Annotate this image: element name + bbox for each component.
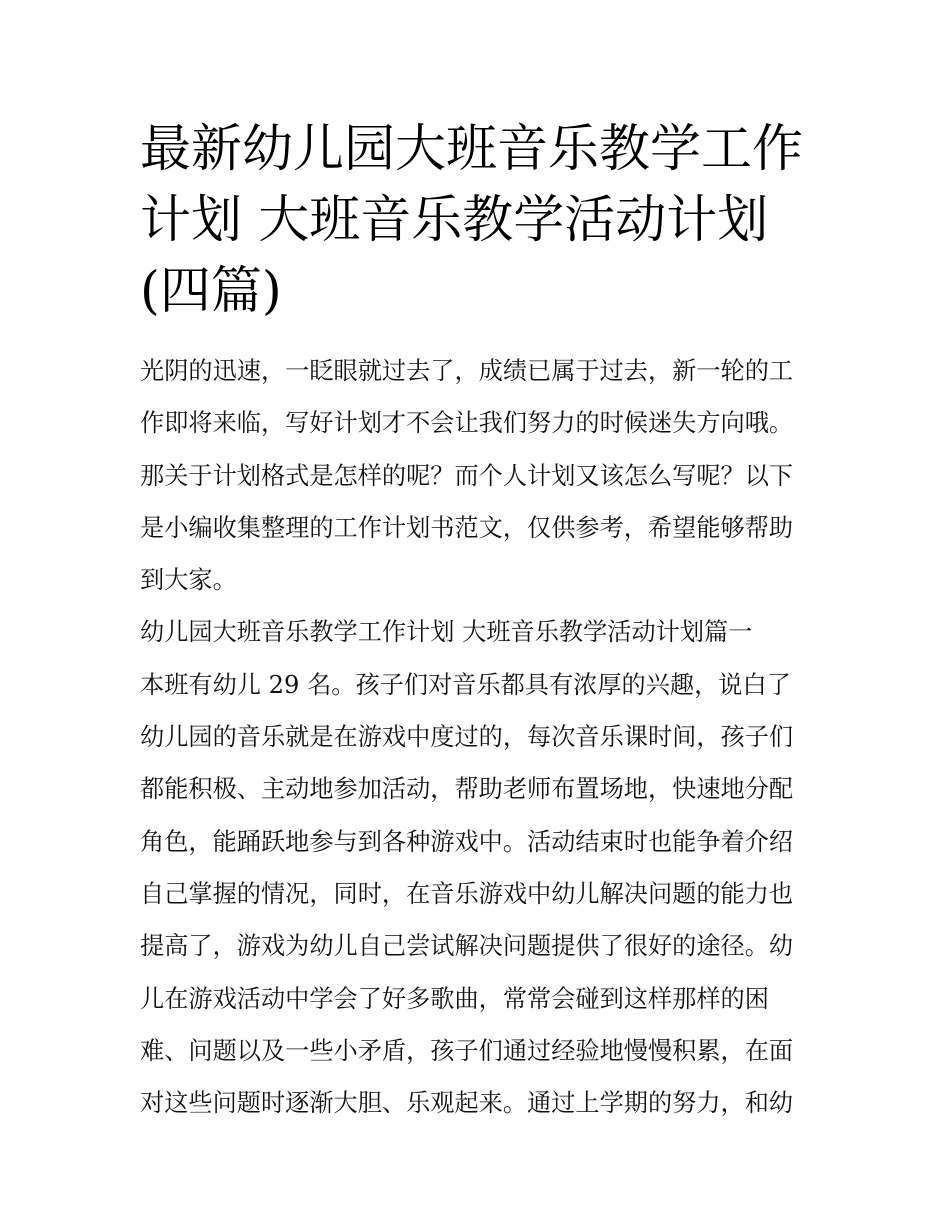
document-content: [140, 114, 816, 1129]
paragraph-line: 难、问题以及一些小矛盾，孩子们通过经验地慢慢积累，在面: [140, 1036, 794, 1065]
title-line-1: 最新幼儿园大班音乐教学工作: [140, 120, 804, 179]
intro-line: 那关于计划格式是怎样的呢？而个人计划又该怎么写呢？以下: [140, 461, 794, 490]
title-line-3: (四篇): [140, 262, 282, 321]
paragraph-line: 本班有幼儿 29 名。孩子们对音乐都具有浓厚的兴趣，说白了: [140, 670, 791, 699]
paragraph-line: 对这些问题时逐渐大胆、乐观起来。通过上学期的努力，和幼: [140, 1089, 794, 1118]
paragraph-line: 都能积极、主动地参加活动，帮助老师布置场地，快速地分配: [140, 775, 794, 804]
document-title: [140, 114, 816, 327]
paragraph-line: 自己掌握的情况，同时，在音乐游戏中幼儿解决问题的能力也: [140, 879, 794, 908]
paragraph-line: 儿在游戏活动中学会了好多歌曲，常常会碰到这样那样的困: [140, 984, 769, 1013]
intro-line: 到大家。: [140, 566, 237, 595]
section-heading: 幼儿园大班音乐教学工作计划 大班音乐教学活动计划篇一: [140, 618, 753, 647]
intro-line: 作即将来临，写好计划才不会让我们努力的时候迷失方向哦。: [140, 409, 794, 438]
intro-line: 是小编收集整理的工作计划书范文，仅供参考，希望能够帮助: [140, 513, 794, 542]
document-body: [140, 345, 816, 1129]
title-line-2: 计划 大班音乐教学活动计划: [140, 191, 769, 250]
paragraph-line: 幼儿园的音乐就是在游戏中度过的，每次音乐课时间，孩子们: [140, 723, 794, 752]
paragraph-line: 提高了，游戏为幼儿自己尝试解决问题提供了很好的途径。幼: [140, 932, 794, 961]
paragraph-line: 角色，能踊跃地参与到各种游戏中。活动结束时也能争着介绍: [140, 827, 794, 856]
intro-line: 光阴的迅速，一眨眼就过去了，成绩已属于过去，新一轮的工: [140, 357, 794, 385]
